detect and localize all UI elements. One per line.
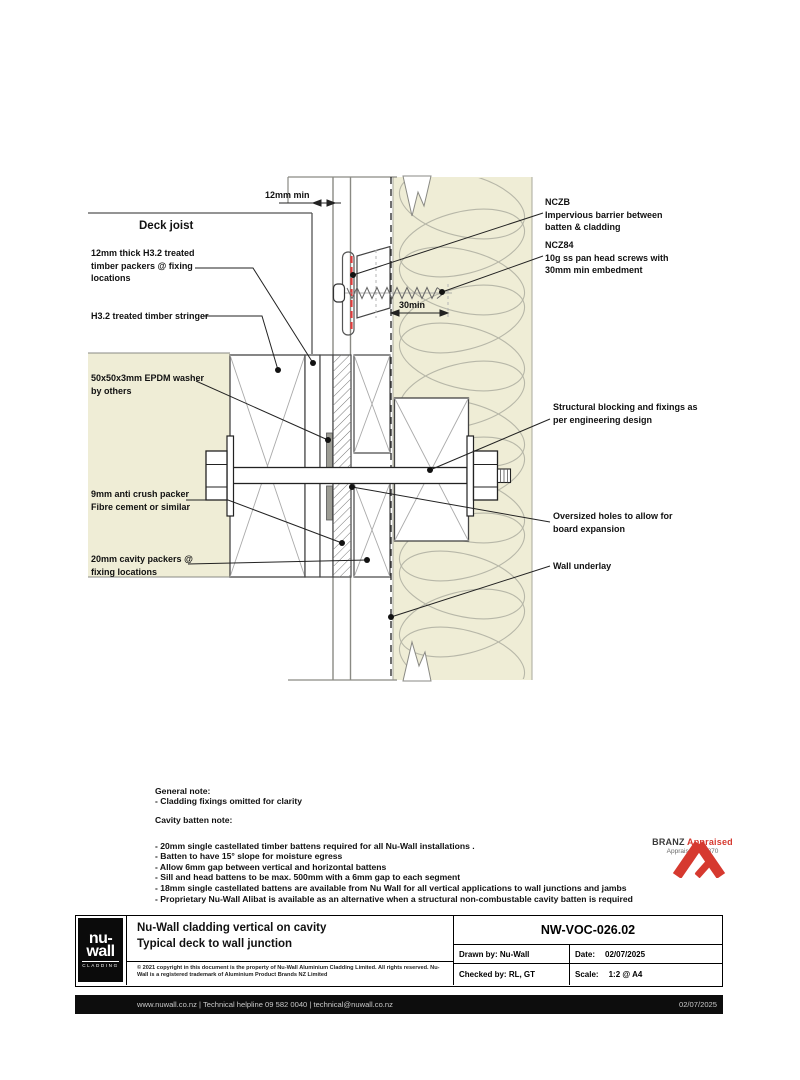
footer-contact-text: www.nuwall.co.nz | Technical helpline 09 582 0040 | technical@nuwall.co.nz	[137, 1000, 393, 1009]
general-note-item: - Cladding fixings omitted for clarity	[155, 796, 303, 806]
title-block-main	[126, 916, 453, 985]
cavity-batten-note-title: Cavity batten note:	[155, 814, 233, 825]
cavity-note-item: - Sill and head battens to be max. 500mm with a 6mm gap to each segment	[155, 872, 461, 883]
logo-line1: nu-	[88, 929, 113, 947]
branz-appraised-logo	[645, 836, 740, 855]
drawing-series-title: Nu-Wall cladding vertical on cavity	[137, 922, 327, 934]
date-value: 02/07/2025	[605, 949, 646, 959]
nuwall-logo	[78, 918, 123, 982]
appraisal-number: Appraisal No. 870	[666, 848, 719, 855]
logo-line2: wall	[86, 942, 115, 960]
logo-tagline: CLADDING	[82, 961, 119, 969]
drawn-date-row	[454, 944, 722, 963]
checked-by-value: RL, GT	[508, 970, 536, 979]
label-structural-blocking: Structural blocking and fixings as per engineering design	[553, 402, 698, 425]
drawn-by-value: Nu-Wall	[499, 949, 530, 959]
drawing-title: Typical deck to wall junction	[137, 938, 293, 950]
dimension-30min: 30min	[399, 300, 426, 310]
cavity-note-item: - Proprietary Nu-Wall Alibat is available as an alternative when a structural non-combustable cavity batten is required	[155, 893, 633, 904]
title-block	[75, 915, 723, 987]
drawn-by-label: Drawn by:	[459, 949, 498, 959]
checked-by-label: Checked by:	[459, 970, 507, 979]
scale-label: Scale:	[575, 970, 599, 979]
branz-word: BRANZ	[652, 837, 685, 847]
label-cavity-packers: 20mm cavity packers @ fixing locations	[91, 554, 193, 577]
drawing-number: NW-VOC-026.02	[540, 923, 636, 937]
date-label: Date:	[575, 949, 596, 959]
checked-scale-row	[454, 963, 722, 985]
label-deck-joist: Deck joist	[139, 220, 194, 232]
label-anti-crush-packer: 9mm anti crush packer Fibre cement or similar	[91, 489, 191, 512]
label-stringer: H3.2 treated timber stringer	[91, 311, 209, 321]
label-epdm-washer: 50x50x3mm EPDM washer by others	[91, 373, 205, 396]
cavity-note-item: - 18mm single castellated battens are available from Nu Wall for all vertical applications to wall junctions and jambs	[155, 882, 627, 893]
general-note-title: General note:	[155, 786, 211, 796]
label-impervious-barrier: NCZB Impervious barrier between batten & cladding	[545, 197, 663, 232]
cavity-note-item: - Allow 6mm gap between vertical and horizontal battens	[155, 861, 387, 872]
label-oversized-holes: Oversized holes to allow for board expansion	[553, 511, 673, 534]
label-pan-head-screws: NCZ84 10g ss pan head screws with 30mm min embedment	[545, 240, 669, 275]
label-12mm-packers: 12mm thick H3.2 treated timber packers @ fixing locations	[91, 248, 195, 283]
branz-mark-icon	[645, 836, 740, 878]
footer-date: 02/07/2025	[678, 1000, 717, 1009]
label-wall-underlay: Wall underlay	[553, 561, 612, 571]
cavity-note-item: - 20mm single castellated timber battens required for all Nu-Wall installations .	[155, 840, 475, 851]
dimension-12mm-min: 12mm min	[265, 190, 310, 200]
notes-block	[155, 786, 633, 904]
footer-bar	[75, 995, 723, 1014]
appraised-word: Appraised	[687, 837, 733, 847]
cavity-note-item: - Batten to have 15° slope for moisture egress	[155, 851, 343, 862]
title-block-right	[453, 916, 722, 985]
scale-value: 1:2 @ A4	[608, 970, 643, 979]
copyright-text: © 2021 copyright in this document is the property of Nu-Wall Aluminium Cladding Limited. All rights reserved. Nu-Wall is a registered trademark of Aluminium Product Brands NZ Limited	[127, 961, 454, 985]
